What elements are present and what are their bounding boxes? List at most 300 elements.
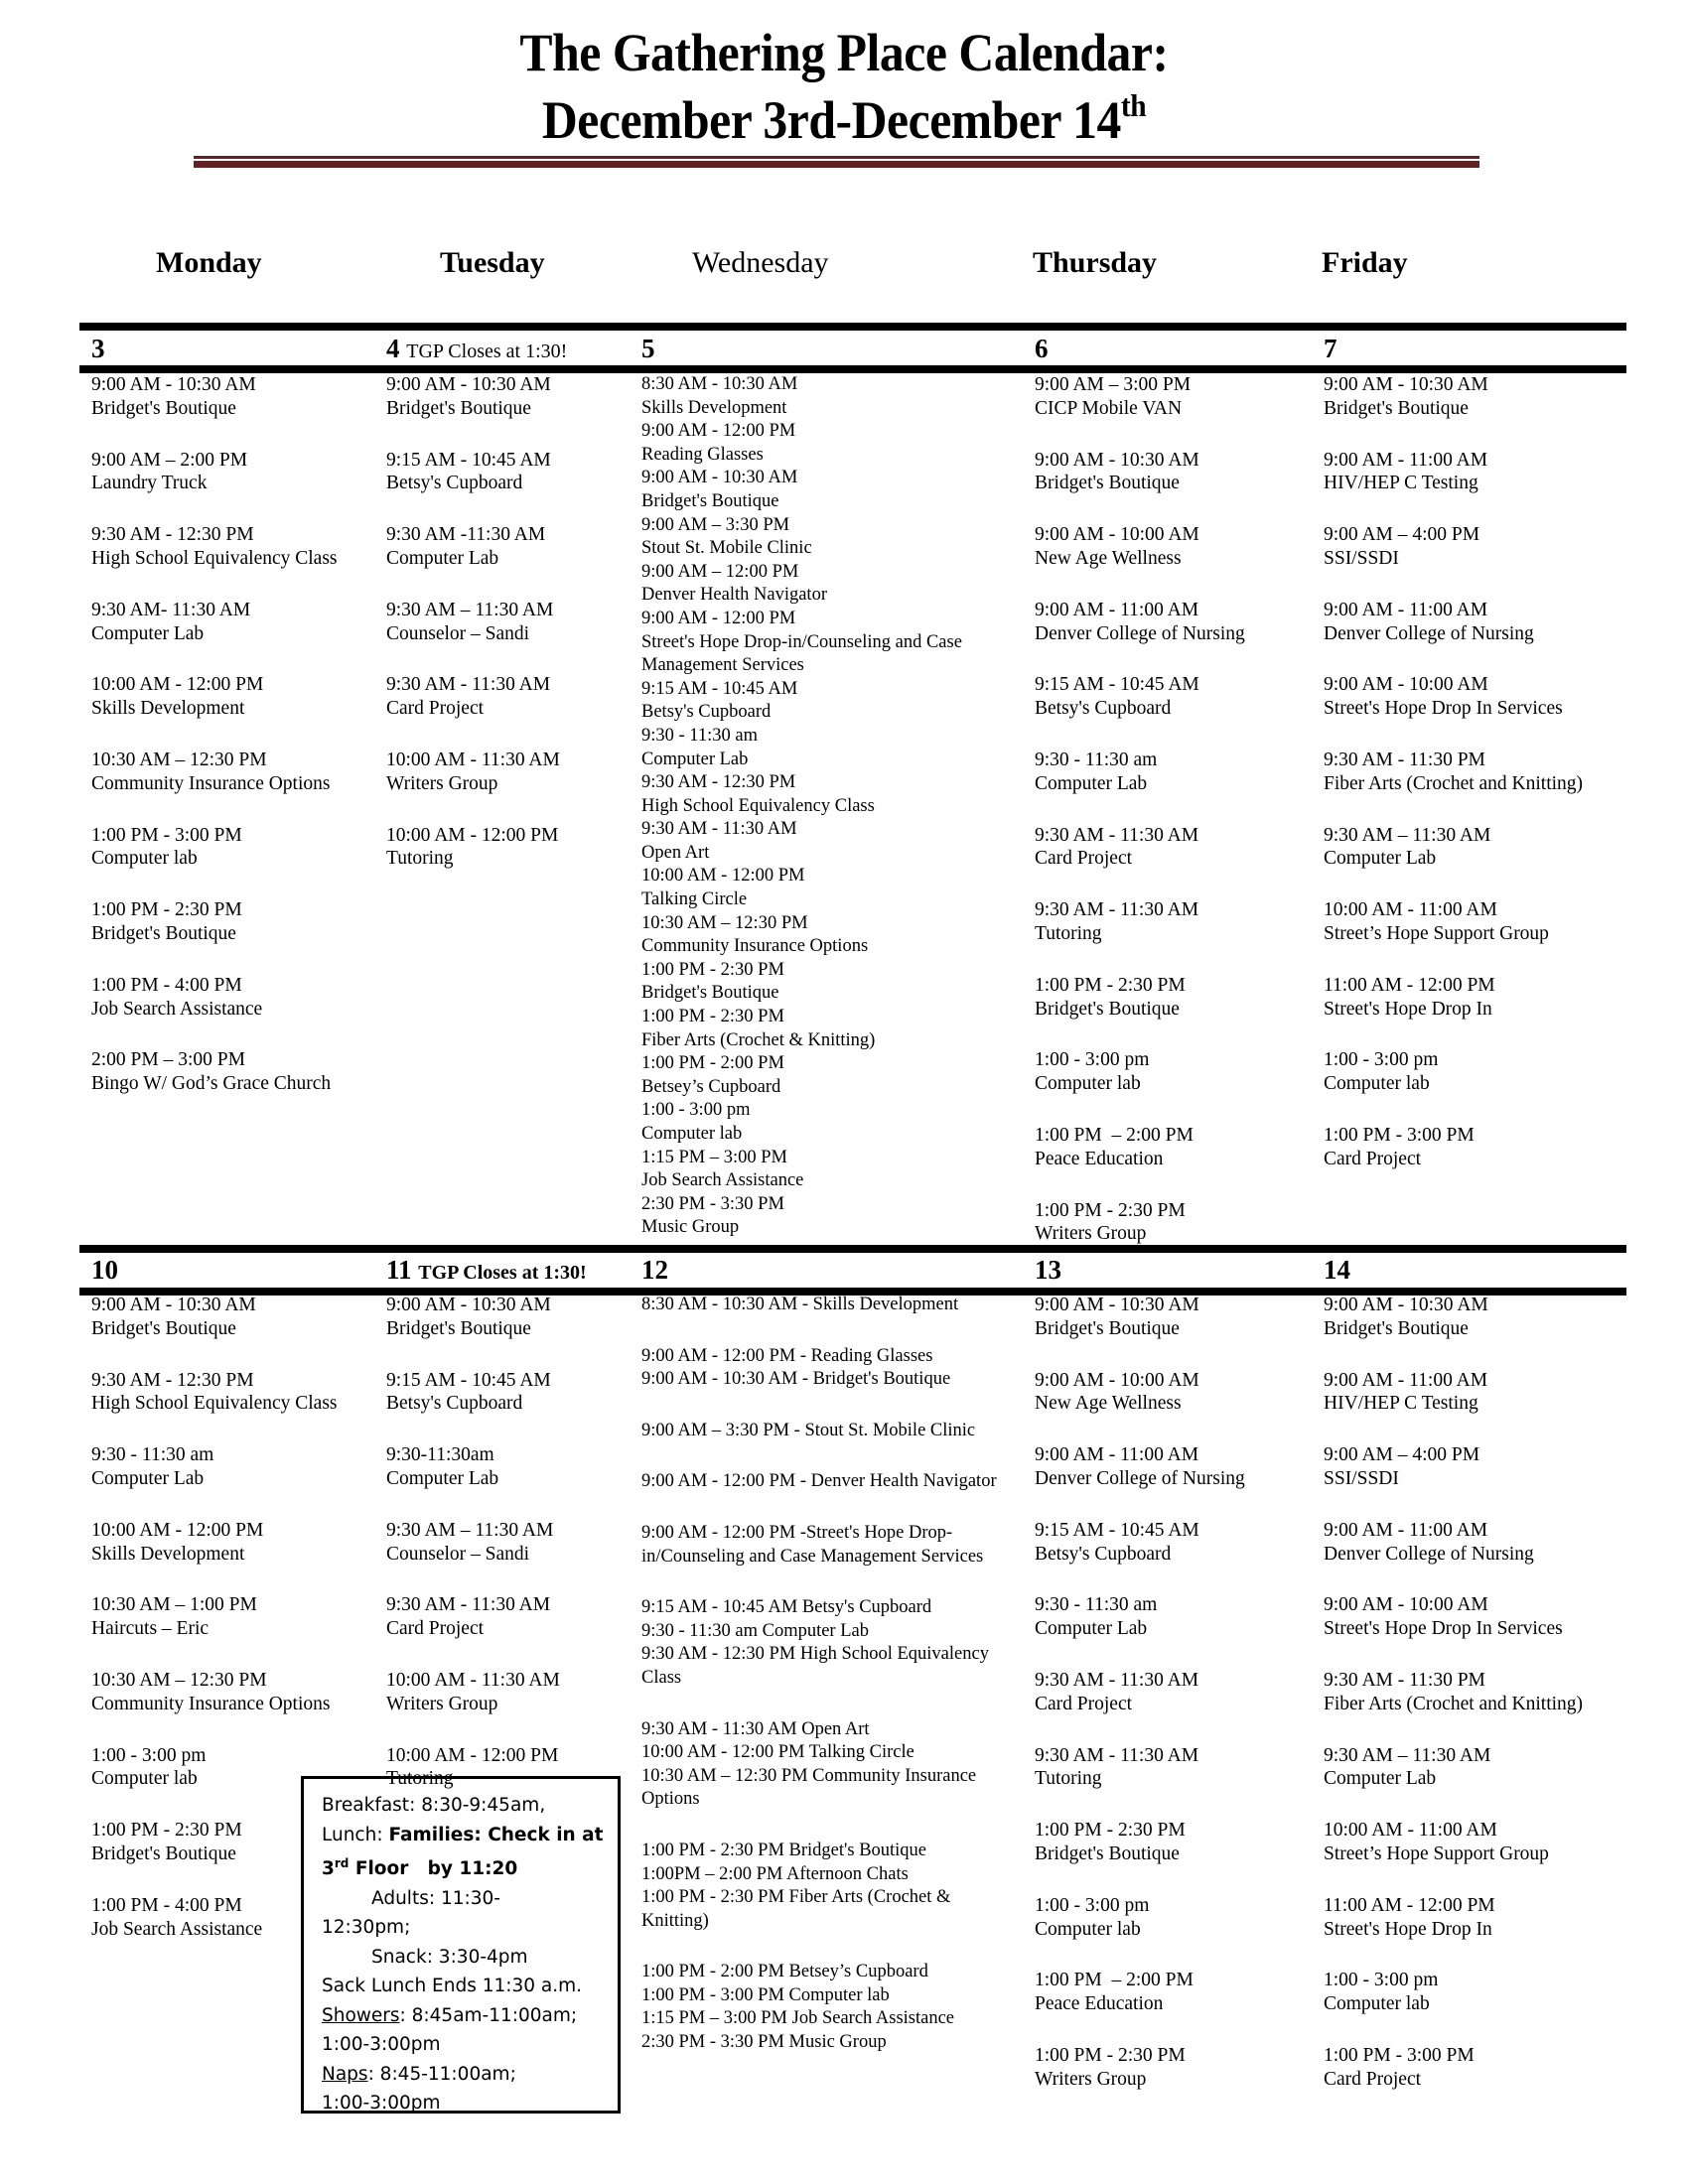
event-entry [1324,449,1621,496]
event-time: 1:00 - 3:00 pm [1035,1049,1150,1071]
event-line: 9:00 AM - 12:00 PM -Street's Hope Drop-in/Counseling and Case Management Services [641,1522,984,1567]
dayhead-thursday: Thursday [1033,246,1158,279]
breakfast-time: 8:30-9:45am, [415,1795,546,1816]
event-entry [1035,673,1313,721]
event-line: 1:00 PM - 3:00 PM Computer lab [641,1984,890,2005]
event-name: Open Art [641,842,710,863]
event-entry [1324,1048,1621,1096]
event-time: 1:00 PM - 3:00 PM [91,824,242,846]
event-name: Computer Lab [91,622,205,644]
event-name: CICP Mobile VAN [1035,397,1183,419]
event-entry [1035,1519,1313,1567]
event-entry [1035,449,1313,496]
event-name: Writers Group [386,1693,498,1714]
event-time: 9:00 AM – 4:00 PM [1324,524,1480,546]
event-time: 9:30 AM - 11:30 AM [1035,1744,1199,1766]
event-entry [1324,2044,1621,2092]
event-line: 9:30 AM - 11:30 AM Open Art [641,1718,870,1739]
event-time: 9:30 AM -11:30 AM [386,524,546,546]
event-name: Counselor – Sandi [386,622,530,644]
event-name: Music Group [641,1217,740,1238]
event-name: Street’s Hope Support Group [1324,1843,1549,1864]
event-name: Peace Education [1035,1148,1164,1169]
event-time: 2:00 PM – 3:00 PM [91,1049,245,1071]
event-entry [1324,1294,1621,1341]
event-time: 9:00 AM - 11:00 AM [1324,449,1488,471]
week1-top-bar [79,323,1626,331]
event-time: 9:30 AM – 11:30 AM [1324,824,1491,846]
event-name: Computer Lab [386,1467,499,1489]
event-entry [641,818,1019,865]
event-name: Computer lab [1035,1073,1141,1095]
breakfast-label: Breakfast: [322,1795,416,1816]
event-name: Street's Hope Drop In [1324,998,1492,1020]
event-time: 10:00 AM - 11:00 AM [1324,1820,1497,1842]
event-name: SSI/SSDI [1324,1467,1399,1489]
floor-number: 3 [322,1858,335,1880]
sack-lunch-note: Sack Lunch Ends 11:30 a.m. [322,1976,583,1997]
event-name: Street's Hope Drop In Services [1324,698,1563,720]
date-4: 4 TGP Closes at 1:30! [386,334,568,363]
event-entry [386,749,625,796]
event-time: 10:30 AM – 1:00 PM [91,1594,257,1616]
closing-note: TGP Closes at 1:30! [406,341,568,362]
event-name: Haircuts – Eric [91,1618,210,1640]
event-time: 9:00 AM – 2:00 PM [91,449,248,471]
event-entry [1035,1199,1313,1247]
event-name: Bridget's Boutique [91,1317,236,1339]
event-time: 1:00 PM - 4:00 PM [91,1894,242,1916]
event-time: 1:15 PM – 3:00 PM [641,1147,788,1167]
event-time: 10:00 AM - 12:00 PM [91,674,264,696]
event-name: Computer Lab [91,1467,205,1489]
event-entry [641,1147,1019,1193]
event-entry [386,824,625,872]
event-time: 9:00 AM – 4:00 PM [1324,1444,1480,1466]
event-entry [91,898,374,946]
event-entry [1035,1969,1313,2016]
event-entry [1035,523,1313,571]
event-name: SSI/SSDI [1324,547,1399,569]
event-name: Betsy's Cupboard [386,1393,523,1415]
event-name: Betsey’s Cupboard [641,1076,781,1097]
calendar-title-line2 [68,87,1620,151]
event-time: 9:30 AM - 11:30 PM [1324,1669,1485,1691]
lunch-families-note: Families: Check in at [388,1824,604,1845]
event-entry [91,1443,374,1491]
event-entry [386,599,625,646]
dayhead-tuesday: Tuesday [440,246,545,279]
event-entry [641,467,1019,513]
event-name: Fiber Arts (Crochet and Knitting) [1324,1693,1584,1714]
event-line: 9:00 AM - 12:00 PM - Denver Health Navigator [641,1471,997,1492]
event-time: 9:15 AM - 10:45 AM [386,1369,551,1391]
event-name: Peace Education [1035,1993,1164,2015]
event-entry [641,420,1019,467]
event-name: Card Project [1324,1148,1422,1169]
event-time: 9:00 AM - 10:00 AM [1324,1594,1488,1616]
event-name: Bridget's Boutique [641,983,779,1004]
event-line: 9:00 AM - 12:00 PM - Reading Glasses [641,1345,933,1366]
event-entry [91,1369,374,1417]
event-entry [1035,1048,1313,1096]
event-time: 9:00 AM - 11:00 AM [1324,1519,1488,1541]
event-line: 1:15 PM – 3:00 PM Job Search Assistance [641,2008,955,2029]
event-name: Counselor – Sandi [386,1543,530,1565]
event-time: 11:00 AM - 12:00 PM [1324,1894,1495,1916]
event-entry [641,1052,1019,1099]
closing-note: TGP Closes at 1:30! [418,1262,587,1284]
floor-checkin-time: Floor by 11:20 [349,1858,518,1880]
event-name: HIV/HEP C Testing [1324,473,1478,494]
event-entry [1324,523,1621,571]
event-entry [91,673,374,721]
event-entry [1324,1669,1621,1716]
date-10: 10 [91,1255,118,1285]
date-14: 14 [1324,1255,1350,1285]
event-name: Stout St. Mobile Clinic [641,538,812,559]
event-entry [386,1593,625,1641]
event-name: Card Project [1035,1693,1133,1714]
event-name: Bridget's Boutique [386,1317,531,1339]
event-entry [1324,1124,1621,1171]
event-time: 9:00 AM - 12:00 PM [641,421,796,442]
event-line: 8:30 AM - 10:30 AM - Skills Development [641,1295,959,1314]
event-line: 9:30 AM - 12:30 PM High School Equivalency Class [641,1644,989,1688]
event-name: Denver College of Nursing [1035,622,1245,644]
event-entry [641,865,1019,911]
event-entry [91,749,374,796]
event-name: Denver College of Nursing [1035,1467,1245,1489]
event-entry [641,959,1019,1006]
event-name: New Age Wellness [1035,547,1182,569]
event-time: 10:00 AM - 12:00 PM [386,824,559,846]
date-12: 12 [641,1255,668,1285]
event-entry [386,673,625,721]
event-name: Bingo W/ God’s Grace Church [91,1073,332,1095]
event-entry [1324,824,1621,872]
event-time: 9:30 - 11:30 am [641,725,758,746]
event-name: Bridget's Boutique [1324,397,1469,419]
event-time: 9:00 AM - 10:30 AM [1035,449,1199,471]
event-entry [1035,1369,1313,1417]
event-time: 1:00 PM - 2:00 PM [641,1053,784,1074]
event-name: Computer lab [91,848,198,870]
event-time: 10:30 AM – 12:30 PM [91,749,267,770]
week1-thursday-events [1035,373,1313,1274]
event-entry [641,1961,1011,2054]
event-time: 9:00 AM - 10:30 AM [386,374,551,395]
event-entry [641,608,1019,678]
event-time: 1:00 - 3:00 pm [1035,1894,1150,1916]
event-name: High School Equivalency Class [91,1393,338,1415]
event-entry [91,449,374,496]
event-name: Betsy's Cupboard [386,473,523,494]
event-time: 9:30 AM – 11:30 AM [386,1519,554,1541]
event-time: 9:30 AM – 11:30 AM [1324,1744,1491,1766]
event-time: 9:30 AM - 11:30 AM [386,1594,551,1616]
event-entry [1035,1819,1313,1866]
event-line: 10:00 AM - 12:00 PM Talking Circle [641,1742,914,1763]
event-entry [641,561,1019,608]
event-time: 10:30 AM – 12:30 PM [641,912,808,933]
naps-label: Naps [322,2063,368,2085]
event-entry [386,1519,625,1567]
event-time: 9:30 AM - 11:30 AM [1035,824,1199,846]
event-entry [641,1006,1019,1052]
event-line: 9:30 - 11:30 am Computer Lab [641,1620,869,1641]
event-entry [1035,749,1313,796]
event-time: 9:30 AM - 11:30 PM [1324,749,1485,770]
event-name: Tutoring [386,1768,454,1790]
event-entry [1324,1744,1621,1792]
event-time: 9:15 AM - 10:45 AM [386,449,551,471]
event-time: 1:00 PM - 2:30 PM [1035,1820,1186,1842]
date-13: 13 [1035,1255,1061,1285]
event-time: 9:00 AM - 11:00 AM [1324,599,1488,620]
event-time: 9:30 - 11:30 am [91,1444,214,1466]
event-entry [1035,1443,1313,1491]
event-entry [91,599,374,646]
event-name: Laundry Truck [91,473,208,494]
event-time: 9:30 AM - 12:30 PM [91,1369,254,1391]
event-entry [1324,749,1621,796]
event-time: 10:00 AM - 11:30 AM [386,749,560,770]
event-entry [641,678,1019,725]
event-time: 9:00 AM - 11:00 AM [1035,599,1199,620]
event-entry [1035,1744,1313,1792]
event-name: Street's Hope Drop In [1324,1918,1492,1940]
event-entry [386,373,625,421]
event-name: Community Insurance Options [641,936,869,957]
event-name: High School Equivalency Class [91,547,338,569]
event-name: Bridget's Boutique [1035,473,1180,494]
event-time: 1:00 PM - 3:00 PM [1324,1124,1475,1146]
event-entry [386,523,625,571]
event-entry [1324,974,1621,1022]
event-time: 10:00 AM - 11:30 AM [386,1669,560,1691]
event-entry [91,974,374,1022]
event-time: 9:30 AM - 11:30 AM [1035,1669,1199,1691]
event-name: Writers Group [1035,1223,1147,1245]
event-entry [641,1596,1011,1690]
event-name: Job Search Assistance [91,1918,263,1940]
event-time: 1:00 - 3:00 pm [91,1744,207,1766]
event-time: 9:00 AM - 11:00 AM [1324,1369,1488,1391]
adults-lunch-time: Adults: 11:30- [371,1887,500,1909]
event-entry [1035,599,1313,646]
event-name: Reading Glasses [641,444,764,465]
event-name: Computer Lab [386,547,499,569]
event-time: 1:00 PM - 2:30 PM [1035,974,1186,996]
event-name: Computer lab [641,1124,743,1144]
event-entry [386,1294,625,1341]
date-range: December 3rd-December 14 [541,90,1121,150]
event-name: Bridget's Boutique [641,490,779,511]
event-name: Street's Hope Drop In Services [1324,1618,1563,1640]
event-name: Tutoring [386,848,454,870]
week1-wednesday-events [641,373,1019,1240]
event-time: 9:30 AM - 11:30 AM [386,674,551,696]
event-name: Street's Hope Drop-in/Counseling and Case Management Services [641,631,962,676]
event-time: 1:00 PM - 2:30 PM [1035,1199,1186,1221]
showers-time: : 8:45am-11:00am; [399,2004,578,2026]
event-time: 2:30 PM - 3:30 PM [641,1193,784,1214]
event-time: 1:00 PM - 4:00 PM [91,974,242,996]
dayhead-monday: Monday [156,246,262,279]
event-name: Computer Lab [1035,772,1148,794]
week1-tuesday-events [386,373,625,898]
event-time: 11:00 AM - 12:00 PM [1324,974,1495,996]
date-7: 7 [1324,334,1337,363]
event-time: 9:30 AM - 12:30 PM [641,772,796,793]
event-entry [91,523,374,571]
event-entry [641,1294,1011,1317]
event-entry [1324,898,1621,946]
event-time: 9:00 AM - 10:30 AM [641,468,798,488]
event-time: 9:30 AM - 11:30 AM [641,819,797,840]
event-entry [91,1294,374,1341]
event-time: 9:15 AM - 10:45 AM [641,678,798,699]
event-name: Talking Circle [641,889,748,910]
week2-wednesday-events [641,1294,1011,2083]
event-name: Street’s Hope Support Group [1324,922,1549,944]
event-entry [386,1443,625,1491]
event-entry [1035,974,1313,1022]
showers-label: Showers [322,2004,400,2026]
event-entry [1035,1593,1313,1641]
event-entry [1035,1294,1313,1341]
event-line: 1:00 PM - 2:30 PM Fiber Arts (Crochet & Knitting) [641,1887,951,1931]
event-time: 9:30 AM - 11:30 AM [1035,899,1199,921]
event-time: 10:00 AM - 12:00 PM [641,866,805,887]
event-name: New Age Wellness [1035,1393,1182,1415]
event-entry [1324,1593,1621,1641]
event-name: Skills Development [641,397,787,418]
lunch-label: Lunch: [322,1824,389,1845]
title-divider-thick [194,156,1479,159]
event-name: Writers Group [1035,2068,1147,2090]
event-time: 9:30 AM – 11:30 AM [386,599,554,620]
adults-lunch-time-cont: 12:30pm; [322,1917,411,1939]
event-name: Betsy's Cupboard [1035,1543,1172,1565]
event-name: Bridget's Boutique [91,397,236,419]
event-entry [1324,673,1621,721]
event-time: 10:30 AM – 12:30 PM [91,1669,267,1691]
event-time: 9:15 AM - 10:45 AM [1035,1519,1199,1541]
meal-services-info-box [301,1776,621,2114]
week1-bottom-bar [79,365,1626,373]
event-time: 1:00 PM - 2:30 PM [1035,2044,1186,2066]
event-entry [641,725,1019,771]
event-name: Computer lab [1324,1993,1430,2015]
event-entry [1035,1124,1313,1171]
event-time: 9:00 AM - 10:30 AM [91,1295,256,1315]
event-entry [91,1048,374,1096]
event-line: 1:00 PM - 2:00 PM Betsey’s Cupboard [641,1962,928,1982]
event-name: Card Project [1035,848,1133,870]
week1-friday-events [1324,373,1621,1199]
event-entry [641,1099,1019,1146]
event-time: 1:00 PM – 2:00 PM [1035,1970,1194,1991]
event-name: Denver College of Nursing [1324,622,1534,644]
event-name: Computer lab [1035,1918,1141,1940]
event-entry [1324,1819,1621,1866]
event-entry [1035,2044,1313,2092]
event-entry [641,1522,1011,1569]
event-entry [1035,1894,1313,1942]
event-name: Bridget's Boutique [91,1843,236,1864]
event-entry [1035,824,1313,872]
event-time: 9:00 AM - 10:00 AM [1035,1369,1199,1391]
event-time: 9:00 AM - 12:00 PM [641,608,796,628]
event-entry [641,1420,1011,1443]
week2-friday-events [1324,1294,1621,2119]
event-name: Writers Group [386,772,498,794]
event-name: Skills Development [91,1543,245,1565]
event-time: 9:00 AM - 10:30 AM [91,374,256,395]
event-name: Bridget's Boutique [1035,1317,1180,1339]
event-entry [1324,1443,1621,1491]
event-entry [91,824,374,872]
event-line: 2:30 PM - 3:30 PM Music Group [641,2032,887,2053]
event-entry [641,771,1019,818]
event-time: 1:00 PM - 2:30 PM [641,959,784,980]
event-name: Fiber Arts (Crochet and Knitting) [1324,772,1584,794]
event-time: 9:15 AM - 10:45 AM [1035,674,1199,696]
event-entry [641,1470,1011,1494]
event-name: Job Search Assistance [641,1170,804,1191]
event-time: 9:30-11:30am [386,1444,494,1466]
event-entry [386,449,625,496]
event-time: 1:00 PM - 2:30 PM [91,1820,242,1842]
event-entry [386,1369,625,1417]
week2-top-bar [79,1245,1626,1253]
event-time: 9:00 AM - 10:30 AM [1324,374,1488,395]
week2-thursday-events [1035,1294,1313,2119]
date-5: 5 [641,334,655,363]
event-time: 1:00 PM - 2:30 PM [91,899,242,921]
event-entry [386,1669,625,1716]
event-entry [641,912,1019,959]
event-time: 1:00 PM - 3:00 PM [1324,2044,1475,2066]
event-name: Community Insurance Options [91,1693,331,1714]
event-line: 1:00 PM - 2:30 PM Bridget's Boutique [641,1840,927,1860]
date-6: 6 [1035,334,1049,363]
event-time: 10:00 AM - 11:00 AM [1324,899,1497,921]
date-range-suffix: th [1120,87,1147,123]
event-entry [641,1718,1011,1812]
dayhead-wednesday: Wednesday [692,246,829,279]
event-line: 10:30 AM – 12:30 PM Community Insurance Options [641,1765,977,1810]
date-3: 3 [91,334,105,363]
event-name: Denver College of Nursing [1324,1543,1534,1565]
event-name: Computer Lab [1324,848,1437,870]
event-name: Bridget's Boutique [386,397,531,419]
event-time: 9:00 AM - 10:30 AM [1035,1295,1199,1315]
event-entry [1035,1669,1313,1716]
event-entry [91,373,374,421]
event-entry [1324,373,1621,421]
event-time: 9:00 AM – 3:30 PM [641,514,790,535]
event-time: 9:00 AM - 10:30 AM [386,1295,551,1315]
event-time: 10:00 AM - 12:00 PM [91,1519,264,1541]
event-name: Computer lab [91,1768,198,1790]
event-time: 9:00 AM - 11:00 AM [1035,1444,1199,1466]
event-time: 9:30 AM- 11:30 AM [91,599,251,620]
event-name: Card Project [386,1618,485,1640]
event-time: 1:00 - 3:00 pm [1324,1970,1439,1991]
